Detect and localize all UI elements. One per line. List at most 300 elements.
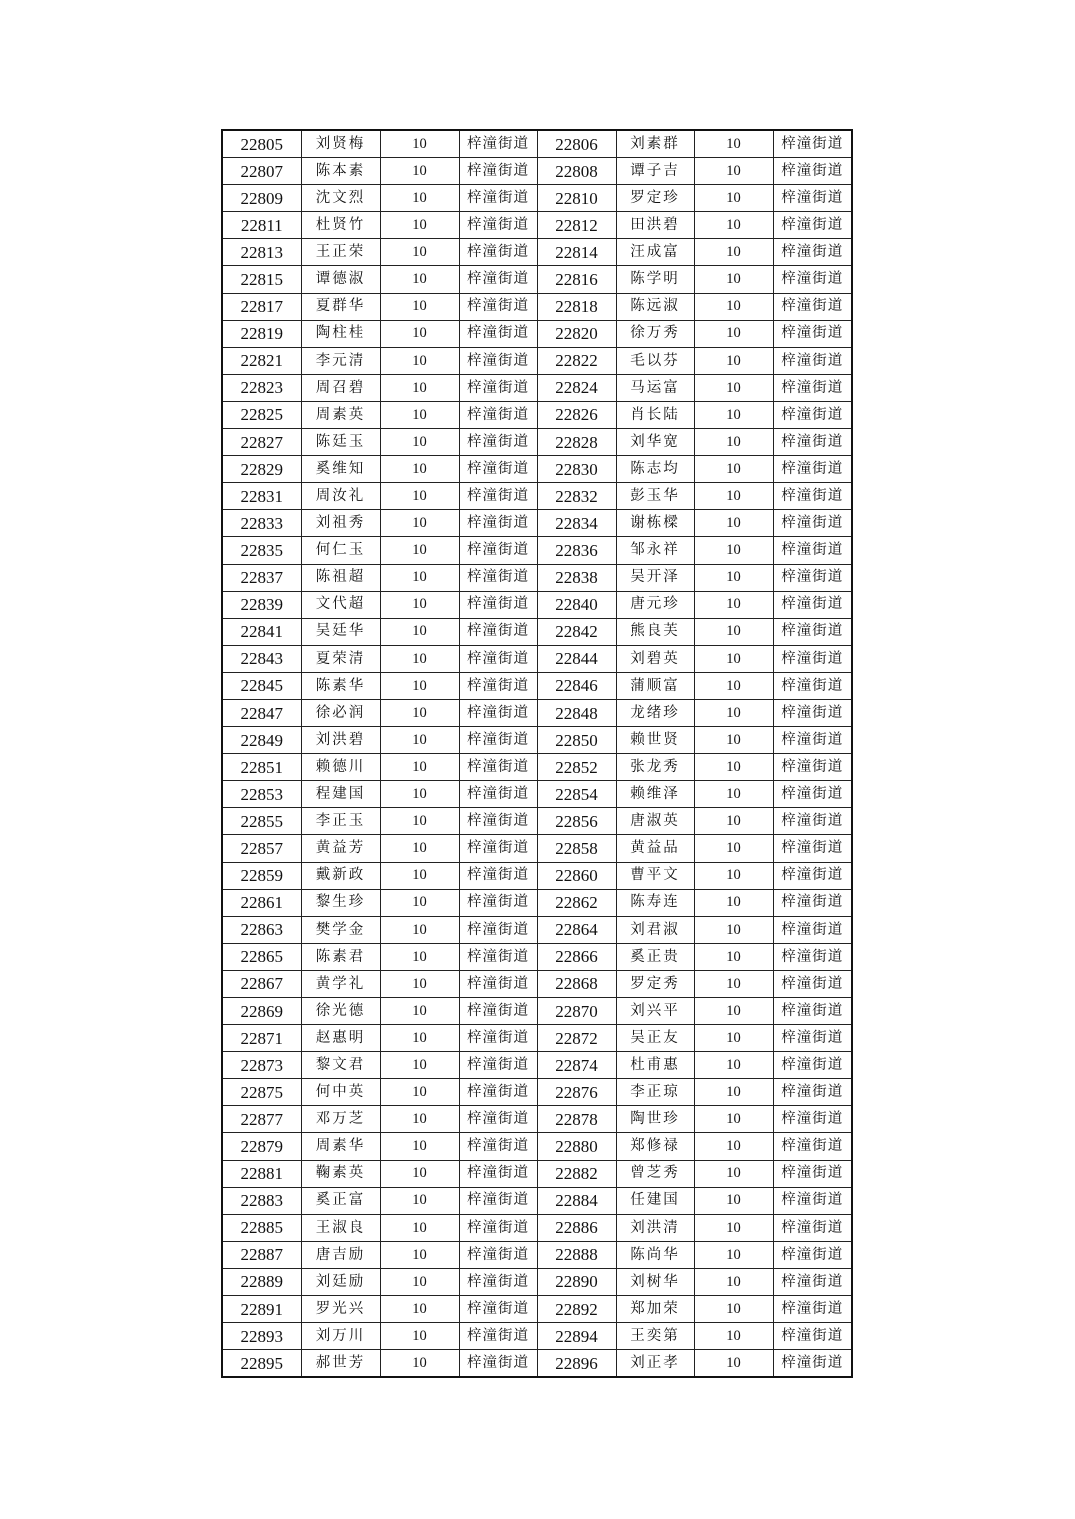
left-amount-cell: 10 [380, 1160, 459, 1187]
left-person-name-cell: 樊学金 [301, 916, 380, 943]
table-row [222, 456, 852, 483]
right-amount-cell: 10 [694, 1187, 773, 1214]
table-row [222, 1241, 852, 1268]
left-record-id-cell: 22893 [222, 1323, 301, 1350]
right-record-id-cell: 22882 [537, 1160, 616, 1187]
left-amount-cell: 10 [380, 727, 459, 754]
right-record-id-cell: 22886 [537, 1214, 616, 1241]
left-area-name-cell: 梓潼街道 [459, 618, 537, 645]
table-row [222, 1350, 852, 1378]
left-amount-cell: 10 [380, 185, 459, 212]
right-record-id-cell: 22814 [537, 239, 616, 266]
right-person-name-cell: 蒲顺富 [616, 672, 694, 699]
left-area-name-cell: 梓潼街道 [459, 1133, 537, 1160]
right-amount-cell: 10 [694, 537, 773, 564]
right-record-id-cell: 22820 [537, 320, 616, 347]
right-area-name-cell: 梓潼街道 [773, 1350, 852, 1378]
left-person-name-cell: 刘贤梅 [301, 130, 380, 158]
table-row [222, 185, 852, 212]
right-record-id-cell: 22818 [537, 293, 616, 320]
right-area-name-cell: 梓潼街道 [773, 374, 852, 401]
right-amount-cell: 10 [694, 266, 773, 293]
left-record-id-cell: 22823 [222, 374, 301, 401]
left-amount-cell: 10 [380, 1133, 459, 1160]
right-area-name-cell: 梓潼街道 [773, 754, 852, 781]
left-record-id-cell: 22805 [222, 130, 301, 158]
left-person-name-cell: 王正荣 [301, 239, 380, 266]
right-record-id-cell: 22874 [537, 1052, 616, 1079]
right-area-name-cell: 梓潼街道 [773, 320, 852, 347]
right-person-name-cell: 罗定珍 [616, 185, 694, 212]
left-area-name-cell: 梓潼街道 [459, 1052, 537, 1079]
left-person-name-cell: 杜贤竹 [301, 212, 380, 239]
right-person-name-cell: 陈学明 [616, 266, 694, 293]
right-record-id-cell: 22816 [537, 266, 616, 293]
left-person-name-cell: 刘祖秀 [301, 510, 380, 537]
right-person-name-cell: 徐万秀 [616, 320, 694, 347]
table-row [222, 1133, 852, 1160]
left-record-id-cell: 22851 [222, 754, 301, 781]
left-area-name-cell: 梓潼街道 [459, 1350, 537, 1378]
left-record-id-cell: 22845 [222, 672, 301, 699]
right-amount-cell: 10 [694, 429, 773, 456]
right-amount-cell: 10 [694, 1323, 773, 1350]
left-record-id-cell: 22863 [222, 916, 301, 943]
right-record-id-cell: 22836 [537, 537, 616, 564]
right-record-id-cell: 22868 [537, 970, 616, 997]
right-person-name-cell: 刘树华 [616, 1268, 694, 1295]
left-record-id-cell: 22807 [222, 158, 301, 185]
left-person-name-cell: 黎生珍 [301, 889, 380, 916]
right-area-name-cell: 梓潼街道 [773, 862, 852, 889]
table-row [222, 862, 852, 889]
left-area-name-cell: 梓潼街道 [459, 374, 537, 401]
right-amount-cell: 10 [694, 618, 773, 645]
left-amount-cell: 10 [380, 429, 459, 456]
right-amount-cell: 10 [694, 158, 773, 185]
right-record-id-cell: 22830 [537, 456, 616, 483]
left-record-id-cell: 22835 [222, 537, 301, 564]
left-area-name-cell: 梓潼街道 [459, 1187, 537, 1214]
table-row [222, 1187, 852, 1214]
left-record-id-cell: 22827 [222, 429, 301, 456]
left-amount-cell: 10 [380, 1106, 459, 1133]
right-area-name-cell: 梓潼街道 [773, 1268, 852, 1295]
left-record-id-cell: 22877 [222, 1106, 301, 1133]
right-person-name-cell: 陶世珍 [616, 1106, 694, 1133]
right-record-id-cell: 22878 [537, 1106, 616, 1133]
table-row [222, 320, 852, 347]
left-person-name-cell: 黄学礼 [301, 970, 380, 997]
left-record-id-cell: 22829 [222, 456, 301, 483]
left-record-id-cell: 22809 [222, 185, 301, 212]
right-area-name-cell: 梓潼街道 [773, 212, 852, 239]
table-row [222, 374, 852, 401]
left-record-id-cell: 22857 [222, 835, 301, 862]
table-row [222, 835, 852, 862]
left-person-name-cell: 陈素华 [301, 672, 380, 699]
right-person-name-cell: 陈寿连 [616, 889, 694, 916]
right-amount-cell: 10 [694, 889, 773, 916]
right-record-id-cell: 22834 [537, 510, 616, 537]
right-amount-cell: 10 [694, 401, 773, 428]
left-amount-cell: 10 [380, 618, 459, 645]
table-row [222, 727, 852, 754]
right-person-name-cell: 汪成富 [616, 239, 694, 266]
left-person-name-cell: 王淑良 [301, 1214, 380, 1241]
right-area-name-cell: 梓潼街道 [773, 1106, 852, 1133]
table-row [222, 1160, 852, 1187]
left-area-name-cell: 梓潼街道 [459, 212, 537, 239]
right-area-name-cell: 梓潼街道 [773, 998, 852, 1025]
left-person-name-cell: 陈祖超 [301, 564, 380, 591]
table-row [222, 699, 852, 726]
right-area-name-cell: 梓潼街道 [773, 483, 852, 510]
right-record-id-cell: 22844 [537, 645, 616, 672]
right-record-id-cell: 22842 [537, 618, 616, 645]
left-person-name-cell: 周素英 [301, 401, 380, 428]
table-row [222, 1214, 852, 1241]
left-amount-cell: 10 [380, 943, 459, 970]
left-area-name-cell: 梓潼街道 [459, 266, 537, 293]
table-row [222, 293, 852, 320]
left-area-name-cell: 梓潼街道 [459, 1025, 537, 1052]
left-amount-cell: 10 [380, 835, 459, 862]
right-area-name-cell: 梓潼街道 [773, 591, 852, 618]
right-record-id-cell: 22848 [537, 699, 616, 726]
left-area-name-cell: 梓潼街道 [459, 808, 537, 835]
left-area-name-cell: 梓潼街道 [459, 1106, 537, 1133]
left-person-name-cell: 夏荣清 [301, 645, 380, 672]
right-person-name-cell: 吴开泽 [616, 564, 694, 591]
right-amount-cell: 10 [694, 374, 773, 401]
left-person-name-cell: 刘万川 [301, 1323, 380, 1350]
left-area-name-cell: 梓潼街道 [459, 320, 537, 347]
left-amount-cell: 10 [380, 781, 459, 808]
left-area-name-cell: 梓潼街道 [459, 699, 537, 726]
table-row [222, 158, 852, 185]
left-area-name-cell: 梓潼街道 [459, 293, 537, 320]
right-record-id-cell: 22810 [537, 185, 616, 212]
left-area-name-cell: 梓潼街道 [459, 672, 537, 699]
table-row [222, 429, 852, 456]
right-person-name-cell: 龙绪珍 [616, 699, 694, 726]
left-amount-cell: 10 [380, 1268, 459, 1295]
table-row [222, 130, 852, 158]
right-record-id-cell: 22812 [537, 212, 616, 239]
right-person-name-cell: 刘君淑 [616, 916, 694, 943]
right-area-name-cell: 梓潼街道 [773, 401, 852, 428]
right-amount-cell: 10 [694, 727, 773, 754]
right-person-name-cell: 邹永祥 [616, 537, 694, 564]
right-person-name-cell: 刘素群 [616, 130, 694, 158]
right-area-name-cell: 梓潼街道 [773, 1052, 852, 1079]
left-person-name-cell: 陈本素 [301, 158, 380, 185]
right-area-name-cell: 梓潼街道 [773, 1160, 852, 1187]
left-amount-cell: 10 [380, 1025, 459, 1052]
right-area-name-cell: 梓潼街道 [773, 1025, 852, 1052]
right-person-name-cell: 刘洪清 [616, 1214, 694, 1241]
right-amount-cell: 10 [694, 591, 773, 618]
right-person-name-cell: 田洪碧 [616, 212, 694, 239]
left-amount-cell: 10 [380, 564, 459, 591]
right-area-name-cell: 梓潼街道 [773, 1214, 852, 1241]
left-area-name-cell: 梓潼街道 [459, 158, 537, 185]
right-person-name-cell: 郑修禄 [616, 1133, 694, 1160]
left-area-name-cell: 梓潼街道 [459, 456, 537, 483]
left-amount-cell: 10 [380, 699, 459, 726]
table-row [222, 537, 852, 564]
right-person-name-cell: 陈志均 [616, 456, 694, 483]
table-row [222, 916, 852, 943]
left-person-name-cell: 何仁玉 [301, 537, 380, 564]
left-amount-cell: 10 [380, 347, 459, 374]
right-person-name-cell: 赖世贤 [616, 727, 694, 754]
left-area-name-cell: 梓潼街道 [459, 754, 537, 781]
right-person-name-cell: 曹平文 [616, 862, 694, 889]
right-area-name-cell: 梓潼街道 [773, 1323, 852, 1350]
left-record-id-cell: 22865 [222, 943, 301, 970]
right-record-id-cell: 22840 [537, 591, 616, 618]
right-area-name-cell: 梓潼街道 [773, 645, 852, 672]
left-amount-cell: 10 [380, 1323, 459, 1350]
right-area-name-cell: 梓潼街道 [773, 564, 852, 591]
left-amount-cell: 10 [380, 862, 459, 889]
table-row [222, 239, 852, 266]
right-amount-cell: 10 [694, 320, 773, 347]
right-area-name-cell: 梓潼街道 [773, 699, 852, 726]
right-amount-cell: 10 [694, 1025, 773, 1052]
right-area-name-cell: 梓潼街道 [773, 970, 852, 997]
right-record-id-cell: 22866 [537, 943, 616, 970]
left-area-name-cell: 梓潼街道 [459, 1296, 537, 1323]
right-person-name-cell: 马运富 [616, 374, 694, 401]
left-person-name-cell: 何中英 [301, 1079, 380, 1106]
right-person-name-cell: 杜甫惠 [616, 1052, 694, 1079]
right-area-name-cell: 梓潼街道 [773, 672, 852, 699]
left-area-name-cell: 梓潼街道 [459, 781, 537, 808]
left-record-id-cell: 22861 [222, 889, 301, 916]
left-amount-cell: 10 [380, 293, 459, 320]
left-person-name-cell: 黄益芳 [301, 835, 380, 862]
right-amount-cell: 10 [694, 862, 773, 889]
table-row [222, 591, 852, 618]
left-record-id-cell: 22891 [222, 1296, 301, 1323]
left-person-name-cell: 周汝礼 [301, 483, 380, 510]
left-record-id-cell: 22847 [222, 699, 301, 726]
right-record-id-cell: 22808 [537, 158, 616, 185]
right-record-id-cell: 22888 [537, 1241, 616, 1268]
left-record-id-cell: 22811 [222, 212, 301, 239]
right-person-name-cell: 刘碧英 [616, 645, 694, 672]
left-area-name-cell: 梓潼街道 [459, 645, 537, 672]
right-person-name-cell: 谭子吉 [616, 158, 694, 185]
left-record-id-cell: 22879 [222, 1133, 301, 1160]
left-area-name-cell: 梓潼街道 [459, 889, 537, 916]
left-area-name-cell: 梓潼街道 [459, 916, 537, 943]
right-area-name-cell: 梓潼街道 [773, 537, 852, 564]
left-area-name-cell: 梓潼街道 [459, 727, 537, 754]
right-amount-cell: 10 [694, 212, 773, 239]
right-person-name-cell: 吴正友 [616, 1025, 694, 1052]
left-record-id-cell: 22887 [222, 1241, 301, 1268]
left-person-name-cell: 文代超 [301, 591, 380, 618]
left-area-name-cell: 梓潼街道 [459, 970, 537, 997]
left-amount-cell: 10 [380, 808, 459, 835]
right-amount-cell: 10 [694, 781, 773, 808]
right-amount-cell: 10 [694, 1214, 773, 1241]
right-area-name-cell: 梓潼街道 [773, 1241, 852, 1268]
right-record-id-cell: 22846 [537, 672, 616, 699]
left-amount-cell: 10 [380, 645, 459, 672]
left-area-name-cell: 梓潼街道 [459, 537, 537, 564]
left-person-name-cell: 李元清 [301, 347, 380, 374]
left-record-id-cell: 22859 [222, 862, 301, 889]
right-person-name-cell: 肖长陆 [616, 401, 694, 428]
left-amount-cell: 10 [380, 672, 459, 699]
roster-body [222, 130, 852, 1377]
right-area-name-cell: 梓潼街道 [773, 266, 852, 293]
right-amount-cell: 10 [694, 1350, 773, 1378]
right-person-name-cell: 郑加荣 [616, 1296, 694, 1323]
left-area-name-cell: 梓潼街道 [459, 185, 537, 212]
right-record-id-cell: 22872 [537, 1025, 616, 1052]
right-amount-cell: 10 [694, 672, 773, 699]
right-amount-cell: 10 [694, 808, 773, 835]
left-amount-cell: 10 [380, 998, 459, 1025]
right-record-id-cell: 22862 [537, 889, 616, 916]
right-record-id-cell: 22828 [537, 429, 616, 456]
right-amount-cell: 10 [694, 943, 773, 970]
left-record-id-cell: 22825 [222, 401, 301, 428]
right-amount-cell: 10 [694, 1160, 773, 1187]
right-amount-cell: 10 [694, 185, 773, 212]
right-record-id-cell: 22832 [537, 483, 616, 510]
right-person-name-cell: 李正琼 [616, 1079, 694, 1106]
right-person-name-cell: 任建国 [616, 1187, 694, 1214]
right-record-id-cell: 22896 [537, 1350, 616, 1378]
left-area-name-cell: 梓潼街道 [459, 564, 537, 591]
right-area-name-cell: 梓潼街道 [773, 916, 852, 943]
left-record-id-cell: 22871 [222, 1025, 301, 1052]
left-amount-cell: 10 [380, 158, 459, 185]
left-person-name-cell: 周素华 [301, 1133, 380, 1160]
left-area-name-cell: 梓潼街道 [459, 998, 537, 1025]
left-record-id-cell: 22831 [222, 483, 301, 510]
left-person-name-cell: 戴新政 [301, 862, 380, 889]
right-person-name-cell: 奚正贵 [616, 943, 694, 970]
left-person-name-cell: 徐光德 [301, 998, 380, 1025]
right-amount-cell: 10 [694, 835, 773, 862]
left-amount-cell: 10 [380, 266, 459, 293]
left-area-name-cell: 梓潼街道 [459, 347, 537, 374]
right-area-name-cell: 梓潼街道 [773, 1296, 852, 1323]
left-area-name-cell: 梓潼街道 [459, 943, 537, 970]
right-record-id-cell: 22880 [537, 1133, 616, 1160]
left-amount-cell: 10 [380, 456, 459, 483]
right-amount-cell: 10 [694, 1052, 773, 1079]
right-record-id-cell: 22870 [537, 998, 616, 1025]
table-row [222, 645, 852, 672]
left-amount-cell: 10 [380, 889, 459, 916]
right-person-name-cell: 刘华宽 [616, 429, 694, 456]
table-row [222, 564, 852, 591]
right-record-id-cell: 22850 [537, 727, 616, 754]
left-record-id-cell: 22875 [222, 1079, 301, 1106]
table-row [222, 943, 852, 970]
left-amount-cell: 10 [380, 1241, 459, 1268]
left-record-id-cell: 22889 [222, 1268, 301, 1295]
right-person-name-cell: 唐元珍 [616, 591, 694, 618]
left-person-name-cell: 黎文君 [301, 1052, 380, 1079]
left-record-id-cell: 22849 [222, 727, 301, 754]
left-record-id-cell: 22817 [222, 293, 301, 320]
right-person-name-cell: 张龙秀 [616, 754, 694, 781]
right-amount-cell: 10 [694, 1079, 773, 1106]
left-person-name-cell: 赖德川 [301, 754, 380, 781]
roster-table [221, 129, 853, 1378]
right-record-id-cell: 22860 [537, 862, 616, 889]
right-amount-cell: 10 [694, 998, 773, 1025]
right-area-name-cell: 梓潼街道 [773, 185, 852, 212]
left-person-name-cell: 吴廷华 [301, 618, 380, 645]
left-amount-cell: 10 [380, 1052, 459, 1079]
right-amount-cell: 10 [694, 1241, 773, 1268]
table-row [222, 808, 852, 835]
left-area-name-cell: 梓潼街道 [459, 130, 537, 158]
right-amount-cell: 10 [694, 1268, 773, 1295]
left-person-name-cell: 周召碧 [301, 374, 380, 401]
left-record-id-cell: 22813 [222, 239, 301, 266]
right-area-name-cell: 梓潼街道 [773, 943, 852, 970]
left-amount-cell: 10 [380, 1296, 459, 1323]
right-person-name-cell: 陈远淑 [616, 293, 694, 320]
table-row [222, 1052, 852, 1079]
left-area-name-cell: 梓潼街道 [459, 1214, 537, 1241]
right-amount-cell: 10 [694, 239, 773, 266]
right-person-name-cell: 刘兴平 [616, 998, 694, 1025]
left-person-name-cell: 李正玉 [301, 808, 380, 835]
right-area-name-cell: 梓潼街道 [773, 618, 852, 645]
right-record-id-cell: 22890 [537, 1268, 616, 1295]
left-area-name-cell: 梓潼街道 [459, 1268, 537, 1295]
left-record-id-cell: 22821 [222, 347, 301, 374]
right-area-name-cell: 梓潼街道 [773, 1187, 852, 1214]
left-person-name-cell: 奚维知 [301, 456, 380, 483]
left-person-name-cell: 陶柱桂 [301, 320, 380, 347]
right-amount-cell: 10 [694, 347, 773, 374]
right-person-name-cell: 王奕第 [616, 1323, 694, 1350]
left-amount-cell: 10 [380, 130, 459, 158]
left-area-name-cell: 梓潼街道 [459, 591, 537, 618]
right-amount-cell: 10 [694, 754, 773, 781]
right-person-name-cell: 陈尚华 [616, 1241, 694, 1268]
table-row [222, 1079, 852, 1106]
table-row [222, 672, 852, 699]
right-amount-cell: 10 [694, 1296, 773, 1323]
left-person-name-cell: 郝世芳 [301, 1350, 380, 1378]
left-amount-cell: 10 [380, 591, 459, 618]
right-area-name-cell: 梓潼街道 [773, 347, 852, 374]
table-row [222, 266, 852, 293]
right-record-id-cell: 22824 [537, 374, 616, 401]
left-area-name-cell: 梓潼街道 [459, 862, 537, 889]
right-amount-cell: 10 [694, 645, 773, 672]
left-area-name-cell: 梓潼街道 [459, 239, 537, 266]
right-amount-cell: 10 [694, 1133, 773, 1160]
left-area-name-cell: 梓潼街道 [459, 1079, 537, 1106]
left-record-id-cell: 22873 [222, 1052, 301, 1079]
